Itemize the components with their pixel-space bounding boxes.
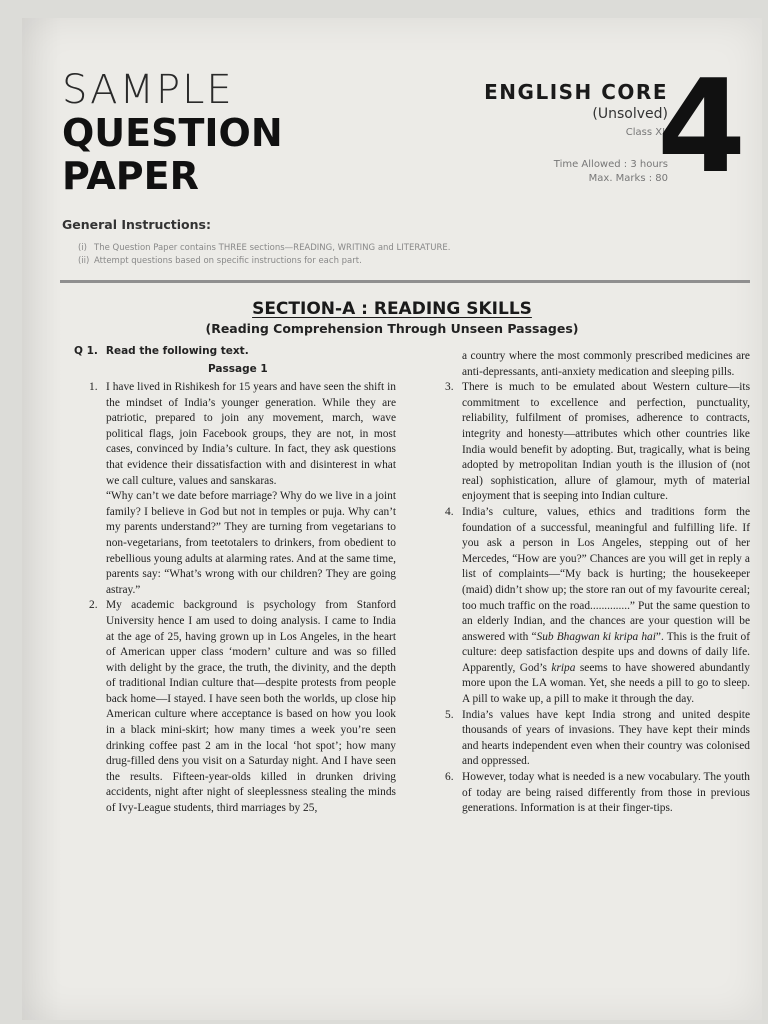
paragraph-text: However, today what is needed is a new vocabulary. The youth of today are being raised differently from those in previous generations. Information is at their finger-tips. — [462, 771, 750, 815]
header-paper: PAPER — [62, 154, 199, 198]
paragraph-text: “Why can’t we date before marriage? Why do we live in a joint family? I believe in God but not in temples or puja. Why can’t my parents understand?” They are turning from vegetarians to non-vegetarians, from teetotalers to drinkers, from obedient to rebellious young adults at alarming rates. And at the same time, parents say: “What’s wrong with our children? They are going astray.” — [106, 490, 396, 596]
instruction-text: The Question Paper contains THREE sections—READING, WRITING and LITERATURE. — [94, 243, 451, 253]
paragraph-text: a country where the most commonly prescribed medicines are anti-depressants, anti-anxiety medication and sleeping pills. — [462, 350, 750, 378]
subject-title: ENGLISH CORE — [484, 80, 668, 104]
italic-phrase: kripa — [551, 661, 576, 674]
text-segment: India’s culture, values, ethics and traditions form the foundation of a successful, meaningful and fulfilling life. If you ask a person in Los Angeles, stepping out of her Mercedes, “How are you?” Chances are you will get in reply a list of complaints—“My back is hurting; the housekeeper (maid) didn’t show up; the store ran out of my favourite cereal; too much traffic on the road..............” Put the same question to an elderly Indian, and the chances are your question will be answered with “ — [462, 505, 750, 643]
instruction-num: (i) — [78, 243, 87, 253]
left-column — [89, 380, 396, 817]
passage-label: Passage 1 — [208, 363, 268, 375]
text-segment: seems to have showered abundantly more upon the LA woman. Yet, she needs a pill to go to sleep. A pill to wake up, a pill to make it through the day. — [462, 661, 750, 706]
section-subtitle: (Reading Comprehension Through Unseen Passages) — [205, 321, 579, 336]
paragraph-number: 1. — [89, 381, 98, 393]
paragraph-number: 5. — [445, 708, 454, 721]
text-segment: ”. This is the fruit of culture: deep satisfaction despite ups and downs of daily life. Apparently, God’s — [462, 630, 750, 674]
header-sample: SAMPLE — [62, 67, 234, 113]
paragraph — [89, 598, 396, 816]
paper-number: 4 — [656, 53, 746, 202]
header-question: QUESTION — [62, 111, 283, 155]
page-shadow — [22, 18, 62, 1020]
header-divider — [60, 280, 750, 283]
max-marks: Max. Marks : 80 — [588, 173, 668, 184]
instruction-num: (ii) — [78, 256, 90, 266]
paragraph-number: 3. — [445, 381, 454, 394]
question-number: Q 1. — [74, 345, 98, 357]
instruction-item — [78, 243, 450, 253]
paragraph-text — [462, 505, 750, 708]
question-heading — [74, 345, 249, 357]
time-allowed: Time Allowed : 3 hours — [553, 159, 668, 170]
paragraph-number: 4. — [445, 505, 454, 518]
instruction-item — [78, 256, 362, 266]
paragraph-text: I have lived in Rishikesh for 15 years and have seen the shift in the mindset of India’s younger generation. While they are patriotic, prepared to join any movement, march, wave political flags, join Facebook groups, they are not, in most cases, convinced by India’s culture. In fact, they ask questions that evidence their dissatisfaction with and disinterest in what we call culture, values and sanskaras. — [106, 381, 396, 487]
paragraph-text: India’s values have kept India strong and united despite thousands of years of invasions. They have kept their minds and hearts independent even when their country was colonised and oppressed. — [462, 708, 750, 768]
paragraph-number: 6. — [445, 771, 454, 784]
paragraph — [89, 380, 396, 489]
general-instructions-title: General Instructions: — [62, 217, 211, 232]
paragraph — [445, 708, 750, 770]
italic-phrase: Sub Bhagwan ki kripa hai — [536, 630, 656, 643]
paragraph-text: There is much to be emulated about Western culture—its commitment to excellence and perfection, punctuality, reliability, fulfilment of promises, adherence to contracts, integrity and honesty—attributes which other countries like India would benefit by adopting. But, tragically, what is being adopted by metropolitan Indian youth is the illusion of (not real) sophistication, allure of glamour, myth of material enjoyment that is seeping into Indian culture. — [462, 381, 750, 503]
instruction-text: Attempt questions based on specific instructions for each part. — [94, 256, 362, 266]
question-prompt: Read the following text. — [105, 345, 249, 357]
class-label: Class XII — [625, 127, 668, 138]
paragraph — [106, 489, 396, 598]
right-column — [445, 349, 750, 817]
unsolved-label: (Unsolved) — [592, 106, 668, 122]
paragraph — [462, 349, 750, 380]
paragraph — [445, 380, 750, 505]
paragraph — [445, 770, 750, 817]
paragraph — [445, 505, 750, 708]
paragraph-number: 2. — [89, 599, 98, 612]
document-page — [22, 18, 762, 1020]
paragraph-text: My academic background is psychology from Stanford University hence I am used to doing analysis. I came to India at the age of 25, having grown up in Los Angeles, in the heart of American upper class ‘modern’ culture and was so filled with delight by the grace, the truth, the divinity, and the depth of traditional Indian culture that—despite protests from people back home—I stayed. I have seen both the worlds, up close hip American culture where acceptance is based on how you look in a black mini-skirt; how many times a week you’re seen drinking coffee past 2 am in the local ‘hot spot’; how many drug-filled dens you visit on a Saturday night. And I have seen the results. Fifteen-year-olds killed in drunken driving accidents, night after night of sleeplessness stealing the minds of Ivy-League students, third marriages by 25, — [106, 599, 396, 815]
section-title: SECTION-A : READING SKILLS — [252, 299, 532, 319]
